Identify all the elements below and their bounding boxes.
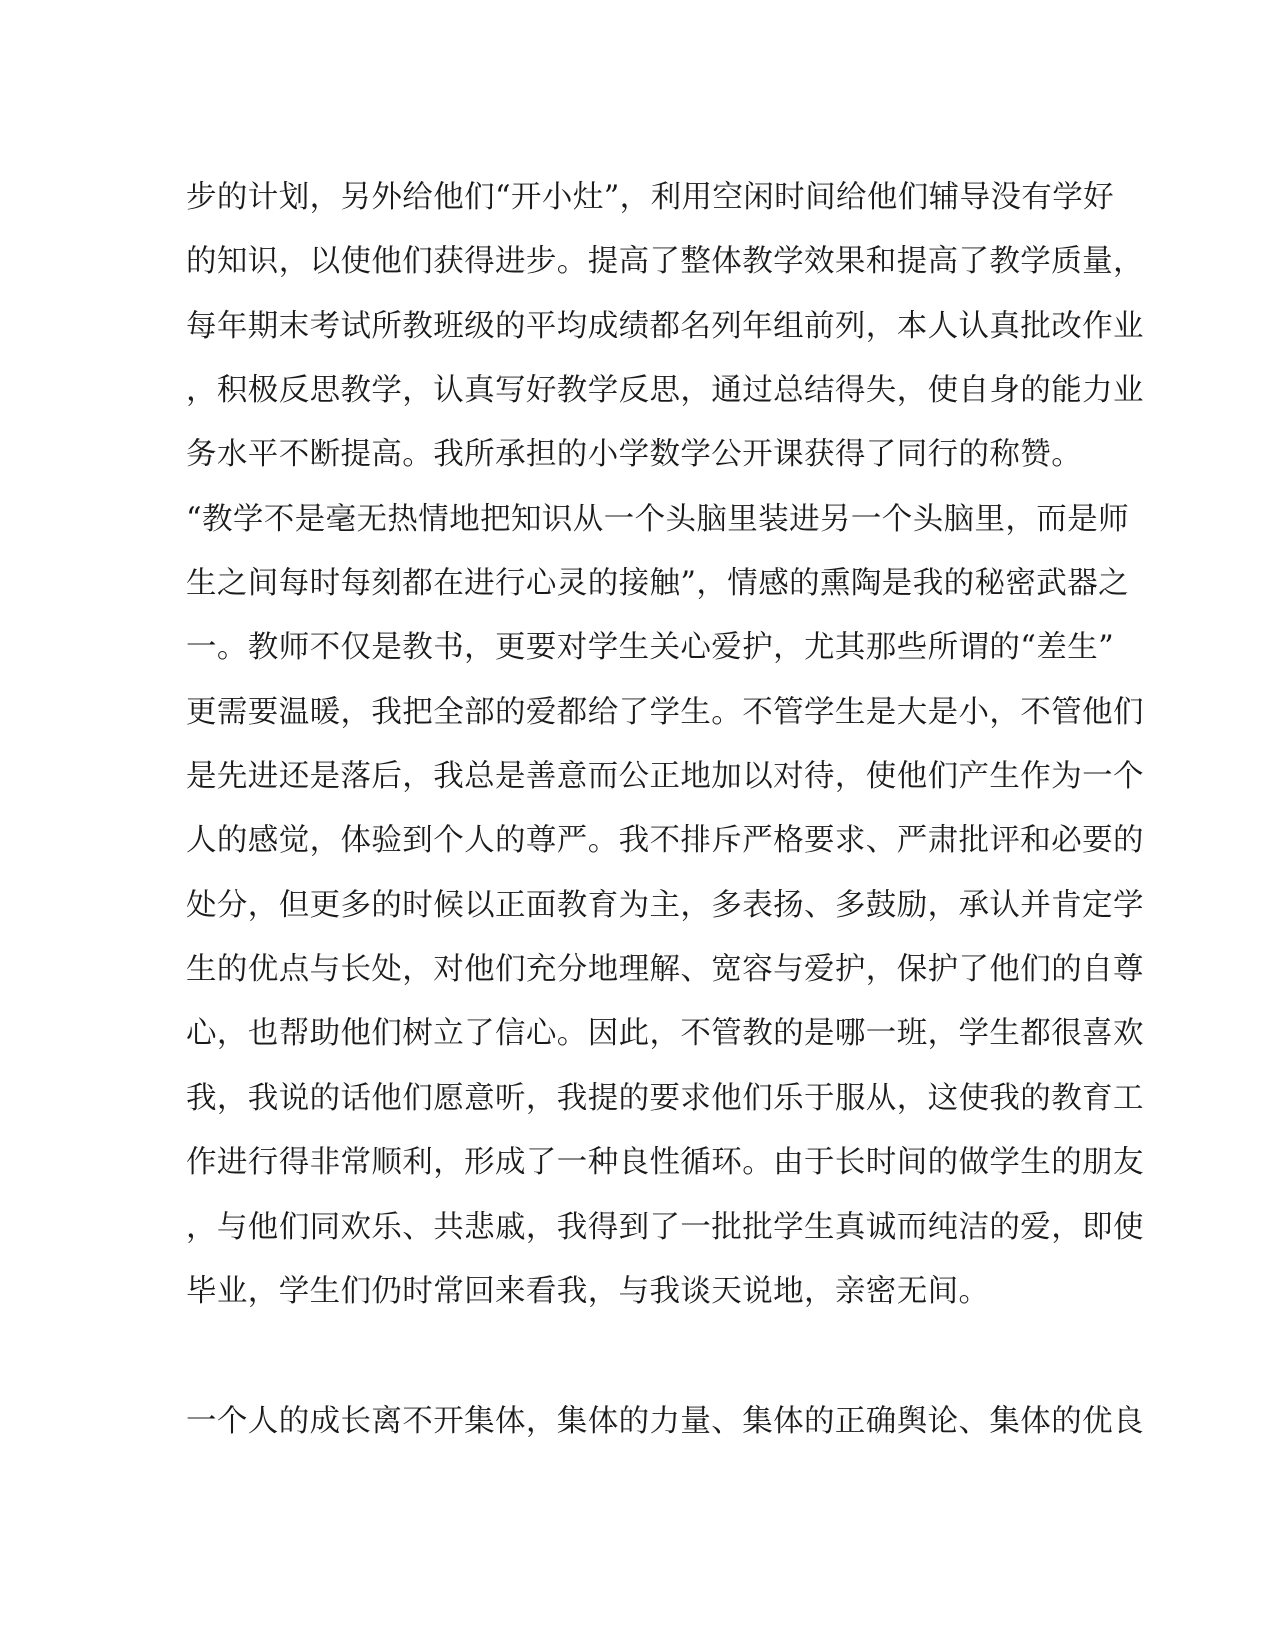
text-line: 的知识，以使他们获得进步。提高了整体教学效果和提高了教学质量，: [186, 244, 1144, 280]
text-line: 毕业，学生们仍时常回来看我，与我谈天说地，亲密无间。: [186, 1273, 990, 1309]
text-line: ，与他们同欢乐、共悲戚，我得到了一批批学生真诚而纯洁的爱，即使: [186, 1209, 1144, 1245]
text-line: 作进行得非常顺利，形成了一种良性循环。由于长时间的做学生的朋友: [186, 1145, 1144, 1181]
text-line: 处分，但更多的时候以正面教育为主，多表扬、多鼓励，承认并肯定学: [186, 887, 1144, 923]
text-line: 务水平不断提高。我所承担的小学数学公开课获得了同行的称赞。: [186, 437, 1083, 473]
text-line: 更需要温暖，我把全部的爱都给了学生。不管学生是大是小，不管他们: [186, 694, 1144, 730]
text-line: 一。教师不仅是教书，更要对学生关心爱护，尤其那些所谓的“差生”: [186, 630, 1115, 666]
text-line: 是先进还是落后，我总是善意而公正地加以对待，使他们产生作为一个: [186, 759, 1144, 795]
text-line: 生的优点与长处，对他们充分地理解、宽容与爱护，保护了他们的自尊: [186, 952, 1144, 988]
text-line: 我，我说的话他们愿意听，我提的要求他们乐于服从，这使我的教育工: [186, 1080, 1144, 1116]
body-paragraph-1: [186, 166, 1144, 1324]
text-line: “教学不是毫无热情地把知识从一个头脑里装进另一个头脑里，而是师: [186, 501, 1129, 537]
text-line: 每年期末考试所教班级的平均成绩都名列年组前列，本人认真批改作业: [186, 308, 1144, 344]
text-line: ，积极反思教学，认真写好教学反思，通过总结得失，使自身的能力业: [186, 373, 1144, 409]
body-paragraph-2: [186, 1390, 1144, 1454]
text-line: 生之间每时每刻都在进行心灵的接触”，情感的熏陶是我的秘密武器之: [186, 566, 1129, 602]
text-line: 人的感觉，体验到个人的尊严。我不排斥严格要求、严肃批评和必要的: [186, 823, 1144, 859]
text-line: 一个人的成长离不开集体，集体的力量、集体的正确舆论、集体的优良: [186, 1404, 1144, 1439]
text-line: 心，也帮助他们树立了信心。因此，不管教的是哪一班，学生都很喜欢: [186, 1016, 1144, 1052]
text-line: 步的计划，另外给他们“开小灶”，利用空闲时间给他们辅导没有学好: [186, 180, 1115, 215]
